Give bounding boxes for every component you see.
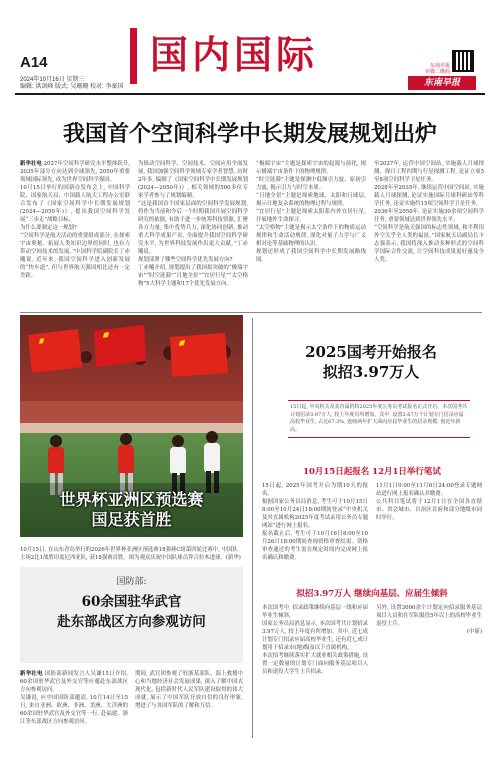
paragraph-text: 国防部新闻发言人吴谦15日介绍, 60余国驻华武官及外交官等应邀赴东部战区方向参观访问。 <box>20 671 128 693</box>
paragraph: “宜居行星”主题是探索太阳系内外宜居行星, 开展地外生命探寻。 <box>256 209 366 223</box>
dateline: 新华社电 <box>20 671 43 677</box>
header-rule <box>15 93 485 95</box>
paragraph: 根据国家公务员局消息, 考生可于10月15日8:00至10月24日18:00期间登录“中央机关及其直属机构2025年度考试录用公务员专题网站”进行网上报名。 <box>262 499 368 529</box>
newspaper-logo: 东南早报 <box>408 76 476 90</box>
exam-title-line-1: 2025国考开始报名 <box>305 343 437 361</box>
paragraph: 为推动空间科学、空间技术、空间应用全面发展, 我国加强空间科学领域专家学者智慧, 历时2年多, 编制了《国家空间科学中长期发展规划(2024—2050年)》, 相关领域的500多位专家学者参与了规划编制。 <box>138 161 248 199</box>
page-number: A14 <box>20 54 48 71</box>
paragraph: 另外, 设置3000余个计划定向招录服务基层项目人员和在军队服役5年以上的高校毕业生退役士兵。 <box>376 605 482 627</box>
paragraph-text: 2027年空间科学研究水平整体跃升, 2035年部分方向达到全球领先, 2050年重要领域国际领先, 成为世界空间科学强国。 <box>20 161 130 183</box>
qr-caption-line-1: 东南早报 <box>429 63 450 69</box>
paragraph: 本次招考继续落实扩大就业相关政策措施, 设置一定数量的计划专门面向服务基层项目人员和退役大学生士兵招录。 <box>262 653 368 675</box>
exam-sub2-col-2 <box>376 604 482 740</box>
paragraph: 吴谦说, 应中国国防部邀请, 10月14日至15日, 来自亚洲、欧洲、非洲、美洲、大洋洲的60余国驻华武官及外交官等一行, 赴福建、浙江等东部战区方向参观访问。 <box>20 695 128 725</box>
defense-article-title <box>20 592 243 632</box>
photo-caption-title-line-2: 国足获首胜 <box>91 510 172 529</box>
paragraph <box>20 670 128 694</box>
photo-caption-text: 10月15日, 在山东青岛举行的2026年世界杯亚洲区预选赛18强赛C组第四轮比赛中, 中国队主场2比1战胜印度尼西亚队, 获18强赛首胜。图为观众庆祝中国队球员拜合拉木进球。 <box>20 547 238 561</box>
exam-subheading-2: 拟招3.97万人 继续向基层、应届生倾斜 <box>296 589 448 599</box>
photo-credit: (新华) <box>225 555 241 561</box>
paragraph: 为什么要制定这一规划? <box>20 225 77 231</box>
exam-sub1-col-1 <box>262 482 368 584</box>
paragraph: 本次国考中, 招录政策继续向基层一线和应届毕业生倾斜。 <box>262 605 368 619</box>
defense-article-label: 国防部: <box>116 577 147 587</box>
exam-sub1-col-2 <box>376 482 482 584</box>
staff-line: 编辑: 洪剑峰 版式: 吴珊珊 校对: 李秦国 <box>20 84 124 90</box>
photo-caption-title-line-1: 世界杯亚洲区预选赛 <box>59 490 204 509</box>
paragraph: (中新) <box>467 629 482 635</box>
exam-intro: 15日起, 中央机关及其直属机构2025年度公务员考试报名正式开启。本次国考共计划招录3.97万人, 较上年度有所增加。其中, 设置2.67万个计划专门招录应届高校毕业生, 占比67.3%, 连续两年扩大面向应届毕业生的招录规模, 创近年新高。 <box>288 400 470 438</box>
main-headline: 我国首个空间科学中长期发展规划出炉 <box>62 121 437 147</box>
dateline: 新华社电 <box>20 161 42 167</box>
section-divider <box>20 312 482 313</box>
paragraph: 2028年至2035年, 继续运营中国空间站, 实施载人月球探测, 论证实施国际月球科研站等科学任务, 论证实施约15项空间科学卫星任务。 <box>374 185 484 207</box>
paragraph: “极端宇宙”主题是探索宇宙的起源与演化, 揭示极端宇宙条件下的物理规律。 <box>256 161 366 175</box>
photo-caption <box>20 546 243 562</box>
qr-caption <box>408 63 450 75</box>
exam-subheading-1: 10月15日起报名 12月1日举行笔试 <box>303 467 441 477</box>
space-article-col-2 <box>138 160 248 312</box>
section-accent-bar <box>130 28 137 84</box>
paragraph: 国家公务员局消息显示, 本次国考共计划招录3.97万人, 较上年度有所增加。其中, 近七成计划专门招录应届高校毕业生, 还有近七成计划用于招录市(地)级及以下直属机构。 <box>262 621 368 651</box>
paragraph: “时空涟漪”主题是探测中低频引力波、原初引力波, 揭示引力与时空本质。 <box>256 177 366 191</box>
header-meta <box>20 77 123 91</box>
paragraph: 10月15日举行的国新办发布会上, 中国科学院、国家航天局、中国载人航天工程办公室联合发布了《国家空间科学中长期发展规划(2024—2050年)》, 提出我国空间科学发展“三步走”战略目标。 <box>20 185 130 223</box>
paragraph <box>20 160 130 184</box>
paragraph: 规划部署了哪些空间科学优先发展方向? <box>138 257 233 263</box>
paragraph: 期间, 武官团参观了驻浙某部队、海上救援中心和当地经济社会发展成果, 深入了解中国式现代化, 包括新时代人民军队建设取得的伟大成就, 展示了中国军队开放自信的良好形象, 增进了与各国军队的了解和互信。 <box>135 671 243 709</box>
qr-caption-line-2: 官微二维码 <box>424 69 450 75</box>
paragraph: 2036年至2050年, 论证实施30余项空间科学任务, 重要领域达到世界领先水平。 <box>374 209 484 223</box>
defense-article-col-2 <box>135 670 243 740</box>
paragraph: “空间科学是航天强国的标志性领域, 和平利用外空关乎全人类的福祉。”国家航天局副局长卞志强表示, 我国将深入推动多种形式的空间科学国际合作交流, 让空间科技成果更好惠及全人类。 <box>374 225 484 263</box>
paragraph: 报名截止后, 考生可于10月16日8:00至10月26日18:00期间查询资格审查结果。资格审查通过的考生需在规定时间内完成网上报名确认和缴费。 <box>262 531 368 561</box>
qr-code-icon[interactable] <box>452 50 474 72</box>
date-line: 2024年10月16日 星期三 <box>20 77 85 83</box>
defense-article-col-1 <box>20 670 128 740</box>
space-article-col-3 <box>256 160 366 312</box>
paragraph: 规划还形成了我国空间科学中长期发展路线图。 <box>256 249 366 263</box>
defense-title-line-2: 赴东部战区方向参观访问 <box>57 614 206 630</box>
exam-article-title <box>262 342 480 382</box>
space-article-col-1 <box>20 160 130 312</box>
paragraph: “太空格物”主题是揭示太空条件下的物质运动规律和生命活动规律, 深化对量子力学与广义相对论等基础物理的认识。 <box>256 225 366 247</box>
paragraph: “日地全景”主题是探索地球、太阳和日球层, 揭示日地复杂系统的物理过程与规律。 <box>256 193 366 207</box>
exam-title-line-2: 拟招3.97万人 <box>322 363 420 381</box>
section-title: 国内国际 <box>150 32 319 77</box>
defense-title-line-1: 60余国驻华武官 <box>81 594 182 610</box>
paragraph: “空间科学是航天活动的重要组成部分, 在探索宇宙奥秘、拓展人类知识边界的同时, 也有力带动空间技术的发展。”中国科学院副院长丁赤飚说, 近年来, 我国空间科学进入创新发展的“快车道”, 但与世界航天强国相比还有一定差距。 <box>20 233 130 279</box>
page-header <box>0 0 500 96</box>
paragraph: 至2027年, 运营中国空间站, 实施载人月球探测、探月工程四期与行星探测工程, 论证立项5至8项空间科学卫星任务。 <box>374 161 484 183</box>
paragraph: 丁赤飚介绍, 规划提出了我国拟突破的“极端宇宙”“时空涟漪”“日地全景”“宜居行星”“太空格物”5大科学主题和17个优先发展方向。 <box>138 265 248 287</box>
paragraph: 公共科目笔试将于12月1日在全国各直辖市、省会城市、自治区首府和部分地级市同时举行。 <box>376 499 482 521</box>
space-article-col-4 <box>374 160 484 312</box>
column-divider <box>252 318 253 738</box>
photo-caption-title <box>20 490 243 530</box>
exam-sub2-col-1 <box>262 604 368 740</box>
paragraph: “这是我国首个国家层面的空间科学发展规划, 将作为当前和今后一个时期我国开展空间科学研究的依据, 有助于进一步统筹科技资源, 汇聚各方力量, 集中优势兵力, 深化协同创新, 推动重大科学成果产出, 全面提升我国空间科学研究水平, 为世界科技发展作出更大贡献。”丁赤飚说。 <box>138 201 248 255</box>
paragraph: 15日起, 2025年国考开启为期10天的报名。 <box>262 483 368 497</box>
paragraph: 11月1日0:00至11月6日24:00登录专题网站进行网上报名确认并缴费。 <box>376 483 482 497</box>
